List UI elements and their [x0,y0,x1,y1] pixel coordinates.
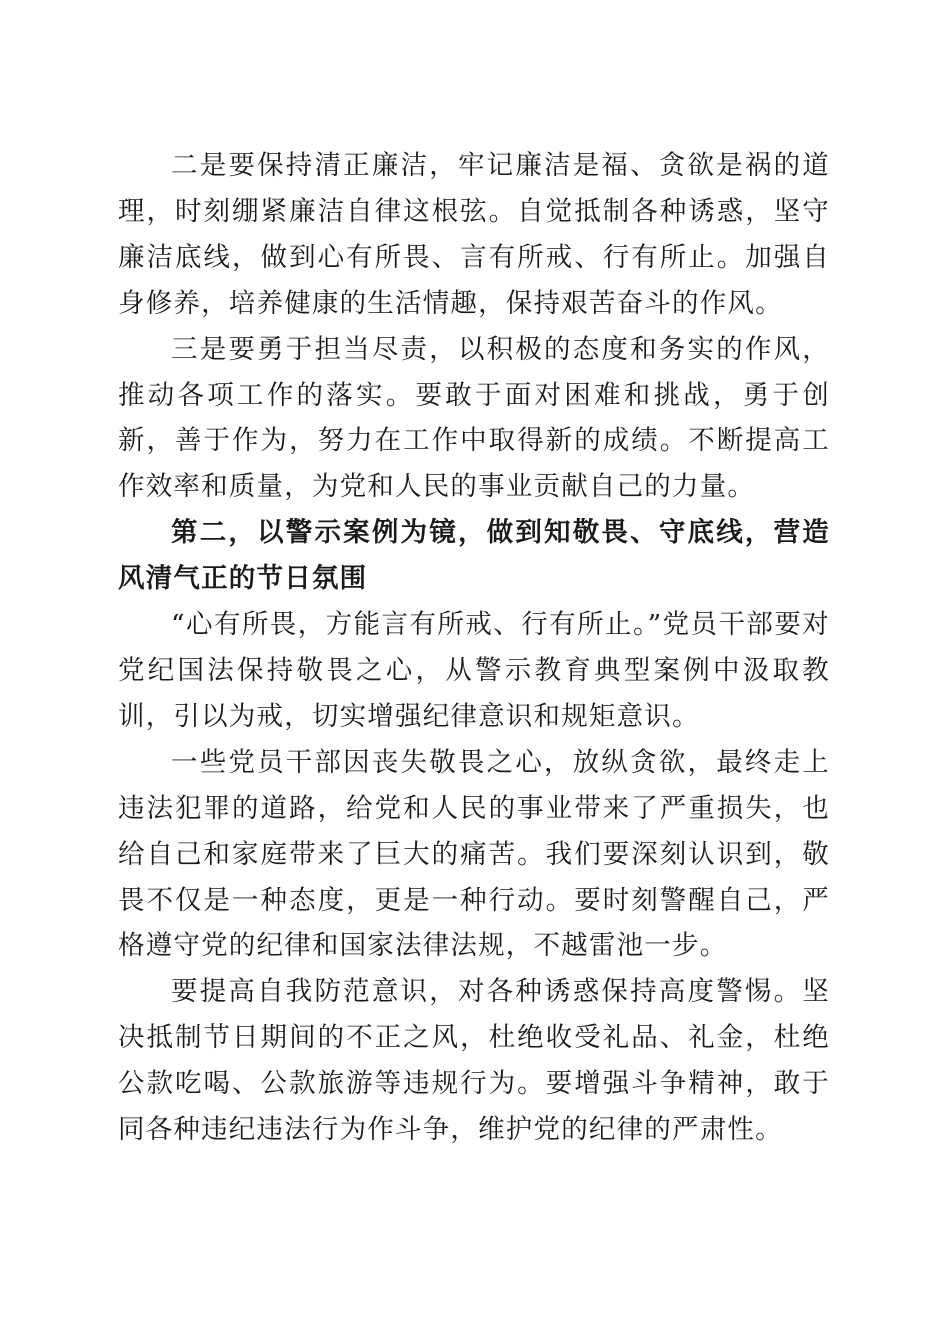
paragraph-responsibility: 三是要勇于担当尽责，以积极的态度和务实的作风，推动各项工作的落实。要敢于面对困难和挑战，勇于创新，善于作为，努力在工作中取得新的成绩。不断提高工作效率和质量，为党和人民的事业贡献自己的力量。 [118,333,830,503]
paragraph-reverence-quote: “心有所畏，方能言有所戒、行有所止。”党员干部要对党纪国法保持敬畏之心，从警示教育典型案例中汲取教训，引以为戒，切实增强纪律意识和规矩意识。 [118,609,830,732]
document-body [118,143,830,1153]
paragraph-warning-cases: 一些党员干部因丧失敬畏之心，放纵贪欲，最终走上违法犯罪的道路，给党和人民的事业带来了严重损失，也给自己和家庭带来了巨大的痛苦。我们要深刻认识到，敬畏不仅是一种态度，更是一种行动。要时刻警醒自己，严格遵守党的纪律和国家法律法规，不越雷池一步。 [118,746,830,962]
paragraph-self-prevention: 要提高自我防范意识，对各种诱惑保持高度警惕。坚决抵制节日期间的不正之风，杜绝收受礼品、礼金，杜绝公款吃喝、公款旅游等违规行为。要增强斗争精神，敢于同各种违纪违法行为作斗争，维护党的纪律的严肃性。 [118,976,830,1146]
paragraph-integrity: 二是要保持清正廉洁，牢记廉洁是福、贪欲是祸的道理，时刻绷紧廉洁自律这根弦。自觉抵制各种诱惑，坚守廉洁底线，做到心有所畏、言有所戒、行有所止。加强自身修养，培养健康的生活情趣，保持艰苦奋斗的作风。 [118,150,830,319]
section-heading-second: 第二，以警示案例为镜，做到知敬畏、守底线，营造风清气正的节日氛围 [118,517,830,595]
